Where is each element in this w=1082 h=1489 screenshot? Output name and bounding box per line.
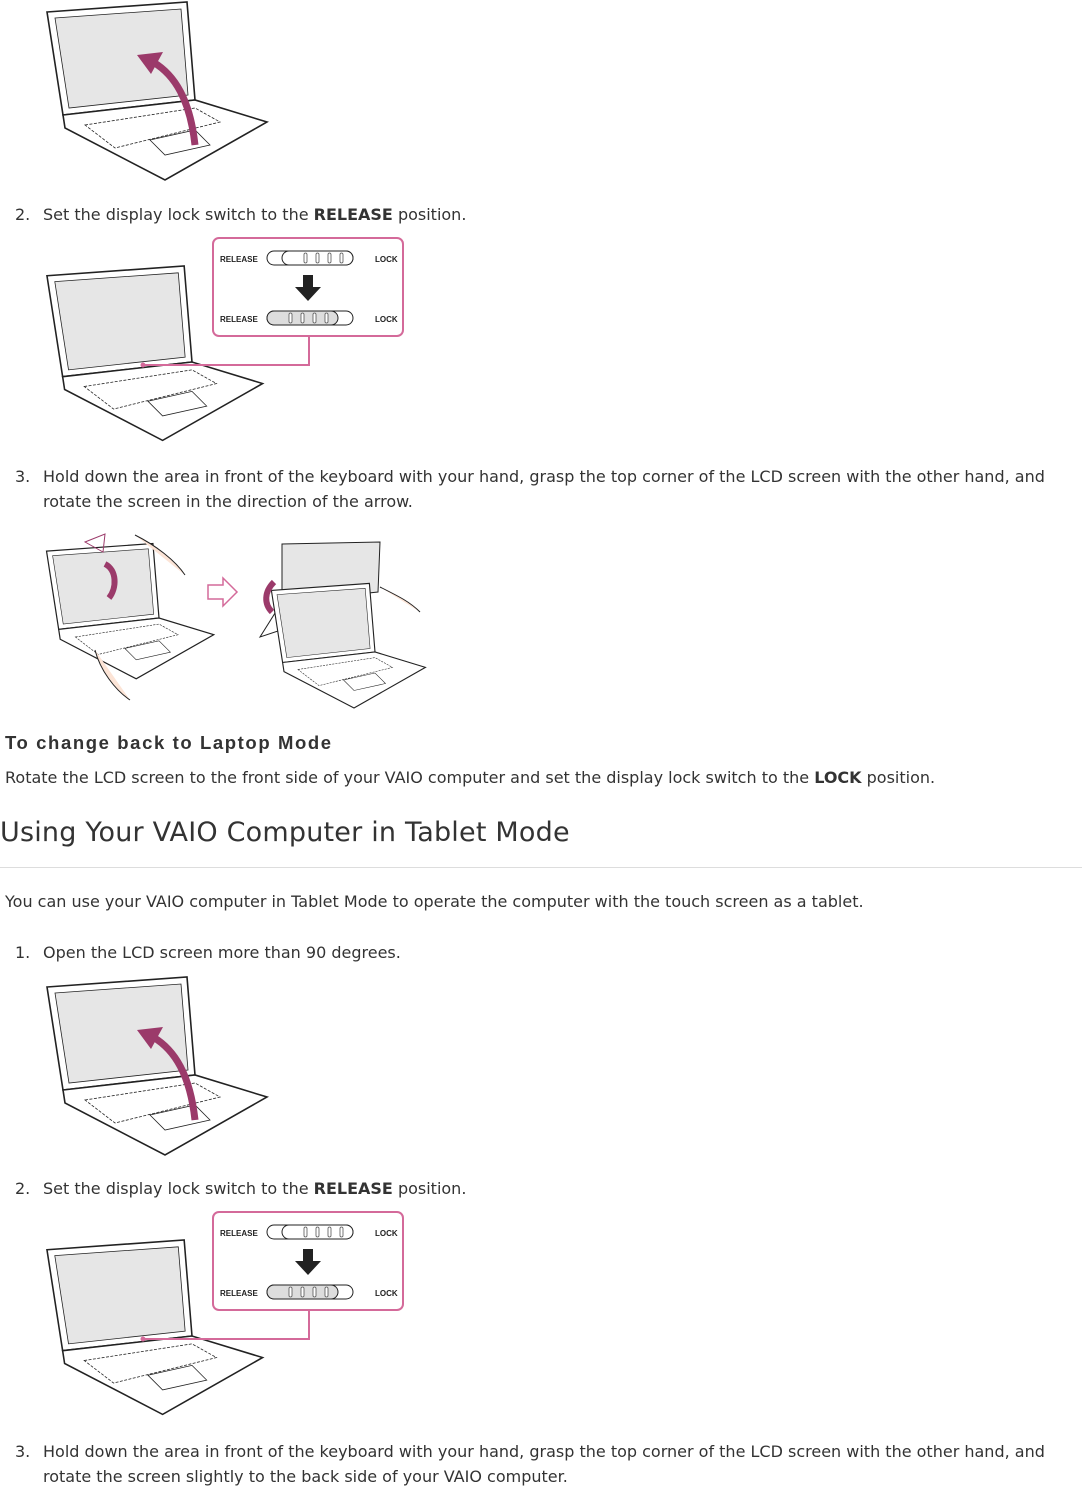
switch-svg — [45, 1211, 405, 1421]
next-arrow-icon — [208, 578, 237, 606]
step-text: Set the display lock switch to the — [43, 1179, 314, 1198]
step-number: 1. — [15, 943, 31, 962]
lock-label: LOCK — [375, 1229, 398, 1238]
step-text: Hold down the area in front of the keyboard with your hand, grasp the top corner of the LCD screen with the other hand, and rotate the screen in the direction of the arrow. — [43, 467, 1045, 511]
section-title: Using Your VAIO Computer in Tablet Mode — [0, 817, 570, 848]
step-bold: RELEASE — [313, 1179, 393, 1198]
laptop-svg — [45, 0, 270, 185]
release-label: RELEASE — [220, 1289, 258, 1298]
step-number: 2. — [15, 1179, 31, 1198]
laptop-icon — [47, 544, 214, 679]
laptop-icon — [271, 583, 425, 708]
intro-paragraph: You can use your VAIO computer in Tablet Mode to operate the computer with the touch screen as a tablet. — [5, 892, 864, 911]
lock-switch-illustration — [45, 237, 405, 447]
step-number: 3. — [15, 467, 31, 486]
lock-switch-illustration — [45, 1211, 405, 1421]
laptop-icon — [47, 977, 267, 1155]
laptop-svg — [45, 975, 270, 1160]
step-number: 3. — [15, 1442, 31, 1461]
lock-label: LOCK — [375, 255, 398, 264]
paragraph-text: position. — [861, 768, 936, 787]
step-text: Set the display lock switch to the — [43, 205, 314, 224]
paragraph-text: Rotate the LCD screen to the front side of your VAIO computer and set the display lock switch to the — [5, 768, 815, 787]
step-number: 2. — [15, 205, 31, 224]
release-label: RELEASE — [220, 255, 258, 264]
step-text: Open the LCD screen more than 90 degrees. — [43, 943, 401, 962]
lock-label: LOCK — [375, 315, 398, 324]
lock-label: LOCK — [375, 1289, 398, 1298]
step-bold: RELEASE — [313, 205, 393, 224]
divider — [0, 867, 1082, 868]
switch-svg — [45, 237, 405, 447]
step-text: Hold down the area in front of the keyboard with your hand, grasp the top corner of the LCD screen with the other hand, and rotate the screen slightly to the back side of your VAIO computer. — [43, 1442, 1045, 1486]
paragraph-bold: LOCK — [814, 768, 862, 787]
hand-icon — [380, 587, 420, 612]
laptop-open-illustration — [45, 975, 270, 1160]
step-text: position. — [392, 205, 467, 224]
laptop-icon — [47, 2, 267, 180]
laptop-mode-paragraph — [5, 765, 935, 790]
release-label: RELEASE — [220, 1229, 258, 1238]
step-text: position. — [392, 1179, 467, 1198]
laptop-open-illustration — [45, 0, 270, 185]
subheading-laptop-mode: To change back to Laptop Mode — [5, 732, 333, 753]
release-label: RELEASE — [220, 315, 258, 324]
rotate-screen-illustration — [45, 530, 440, 705]
rotate-svg — [45, 530, 440, 705]
